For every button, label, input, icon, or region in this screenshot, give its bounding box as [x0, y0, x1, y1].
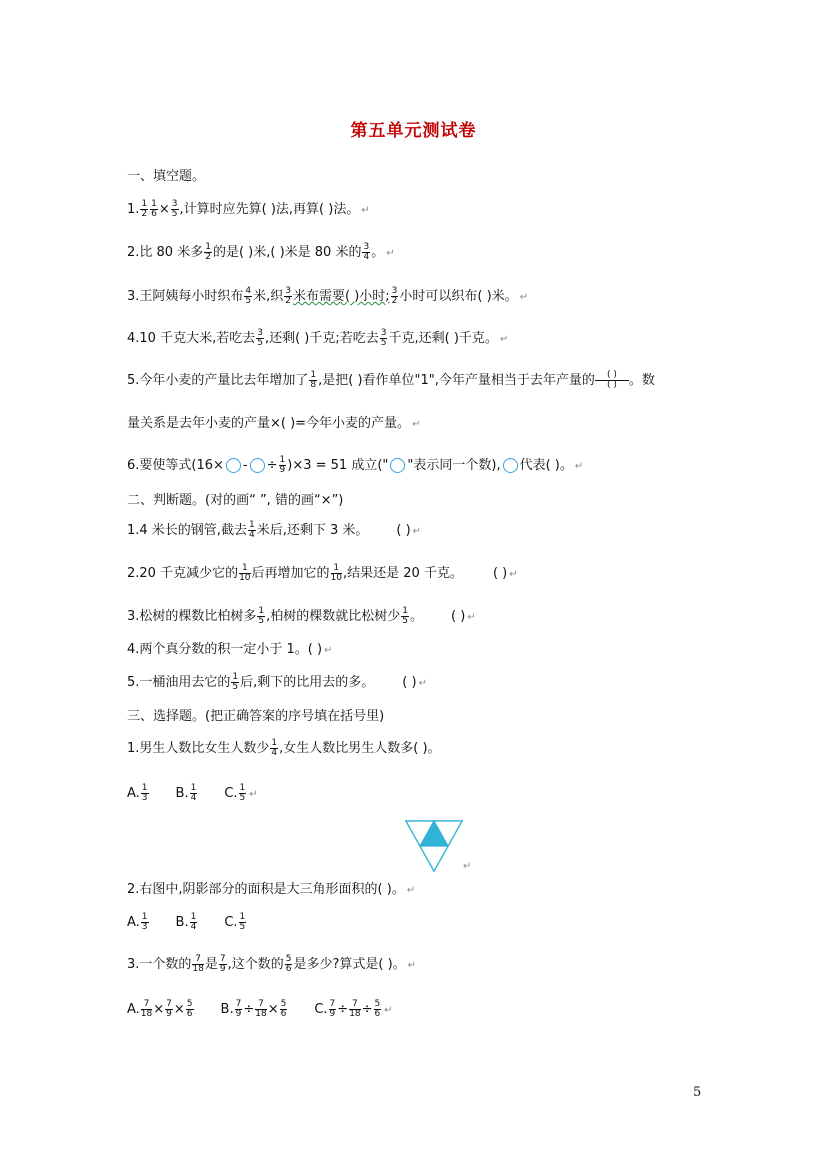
circle-symbol — [390, 458, 405, 473]
question-6: 6.要使等式(16× - ÷ $\frac{1}{9}$ )×3 = 51 成立(" "表示同一个数), 代表( )。 ↵ — [127, 455, 584, 475]
option-c[interactable]: C. $\frac{7}{9}$ ÷ $\frac{7}{18}$ ÷ $\frac{5}{6}$ ↵ — [314, 999, 393, 1019]
question-2: 2.比 80 米多 $\frac{1}{2}$ 的是( )米,( )米是 80 米的 $\frac{3}{4}$ 。 ↵ — [127, 242, 395, 262]
question-5-continued: 量关系是去年小麦的产量×( )=今年小麦的产量。 ↵ — [127, 416, 421, 431]
section-1-heading: 一、填空题。 — [127, 169, 206, 184]
choice-1-options — [127, 784, 284, 805]
section-3-heading: 三、选择题。(把正确答案的序号填在括号里) — [127, 709, 385, 724]
question-5: 5.今年小麦的产量比去年增加了 $\frac{1}{8}$ ,是把( )看作单位"1",今年产量相当于去年产量的 ( ) ( ) 。数 — [127, 370, 655, 390]
circle-symbol — [503, 458, 518, 473]
page-number: 5 — [693, 1085, 702, 1100]
question-3: 3.王阿姨每小时织布 $\frac{4}{5}$ 米,织 $\frac{3}{2}$ 米布需要( )小时; $\frac{3}{2}$ 小时可以织布( )米。 ↵ — [127, 286, 529, 306]
judge-2: 2.20 千克减少它的 $\frac{1}{10}$ 后再增加它的 $\frac{1}{10}$ ,结果还是 20 千克。 ( ) ↵ — [127, 563, 518, 583]
option-a[interactable]: A. $\frac{7}{18}$ × $\frac{7}{9}$ × $\frac{5}{6}$ — [127, 999, 193, 1019]
question-4: 4.10 千克大米,若吃去 $\frac{3}{5}$ ,还剩( )千克;若吃去 $\frac{3}{5}$ 千克,还剩( )千克。 ↵ — [127, 328, 509, 348]
judge-4: 4.两个真分数的积一定小于 1。( ) ↵ — [127, 642, 333, 657]
option-a[interactable]: A. $\frac{1}{3}$ — [127, 783, 148, 803]
option-b[interactable]: B. $\frac{1}{4}$ — [175, 783, 197, 803]
choice-2-options — [127, 913, 273, 933]
judge-1: 1.4 米长的钢管,截去 $\frac{1}{4}$ 米后,还剩下 3 米。 ( ) ↵ — [127, 520, 422, 540]
option-b[interactable]: B. $\frac{7}{9}$ ÷ $\frac{7}{18}$ × $\frac{5}{6}$ — [220, 999, 287, 1019]
question-1: 1. $\frac{1}{2}$ $\frac{1}{6}$ × $\frac{3}{5}$ ,计算时应先算( )法,再算( )法。 ↵ — [127, 199, 370, 219]
choice-2: 2.右图中,阴影部分的面积是大三角形面积的( )。 ↵ — [127, 882, 416, 897]
option-b[interactable]: B. $\frac{1}{4}$ — [175, 912, 197, 932]
choice-3-options — [127, 1000, 419, 1021]
judge-5: 5.一桶油用去它的 $\frac{1}{5}$ 后,剩下的比用去的多。 ( ) ↵ — [127, 672, 427, 692]
judge-3: 3.松树的棵数比柏树多 $\frac{1}{5}$ ,柏树的棵数就比松树少 $\frac{1}{5}$ 。 ( ) ↵ — [127, 606, 476, 626]
page-title: 第五单元测试卷 — [350, 121, 477, 141]
section-2-heading: 二、判断题。(对的画“ ”, 错的画“×”) — [127, 493, 344, 508]
blank-fraction[interactable]: ( ) ( ) — [595, 371, 629, 390]
choice-1: 1.男生人数比女生人数少 $\frac{1}{4}$ ,女生人数比男生人数多( )。 — [127, 738, 441, 758]
circle-symbol — [226, 458, 241, 473]
choice-3: 3.一个数的 $\frac{7}{18}$ 是 $\frac{7}{9}$ ,这个数的 $\frac{5}{6}$ 是多少?算式是( )。 ↵ — [127, 954, 417, 974]
triangle-figure — [405, 820, 463, 872]
paragraph-mark: ↵ — [463, 861, 472, 872]
option-c[interactable]: C. $\frac{1}{5}$ — [224, 912, 246, 932]
circle-symbol — [250, 458, 265, 473]
option-a[interactable]: A. $\frac{1}{3}$ — [127, 912, 148, 932]
option-c[interactable]: C. $\frac{1}{5}$ ↵ — [224, 783, 258, 803]
